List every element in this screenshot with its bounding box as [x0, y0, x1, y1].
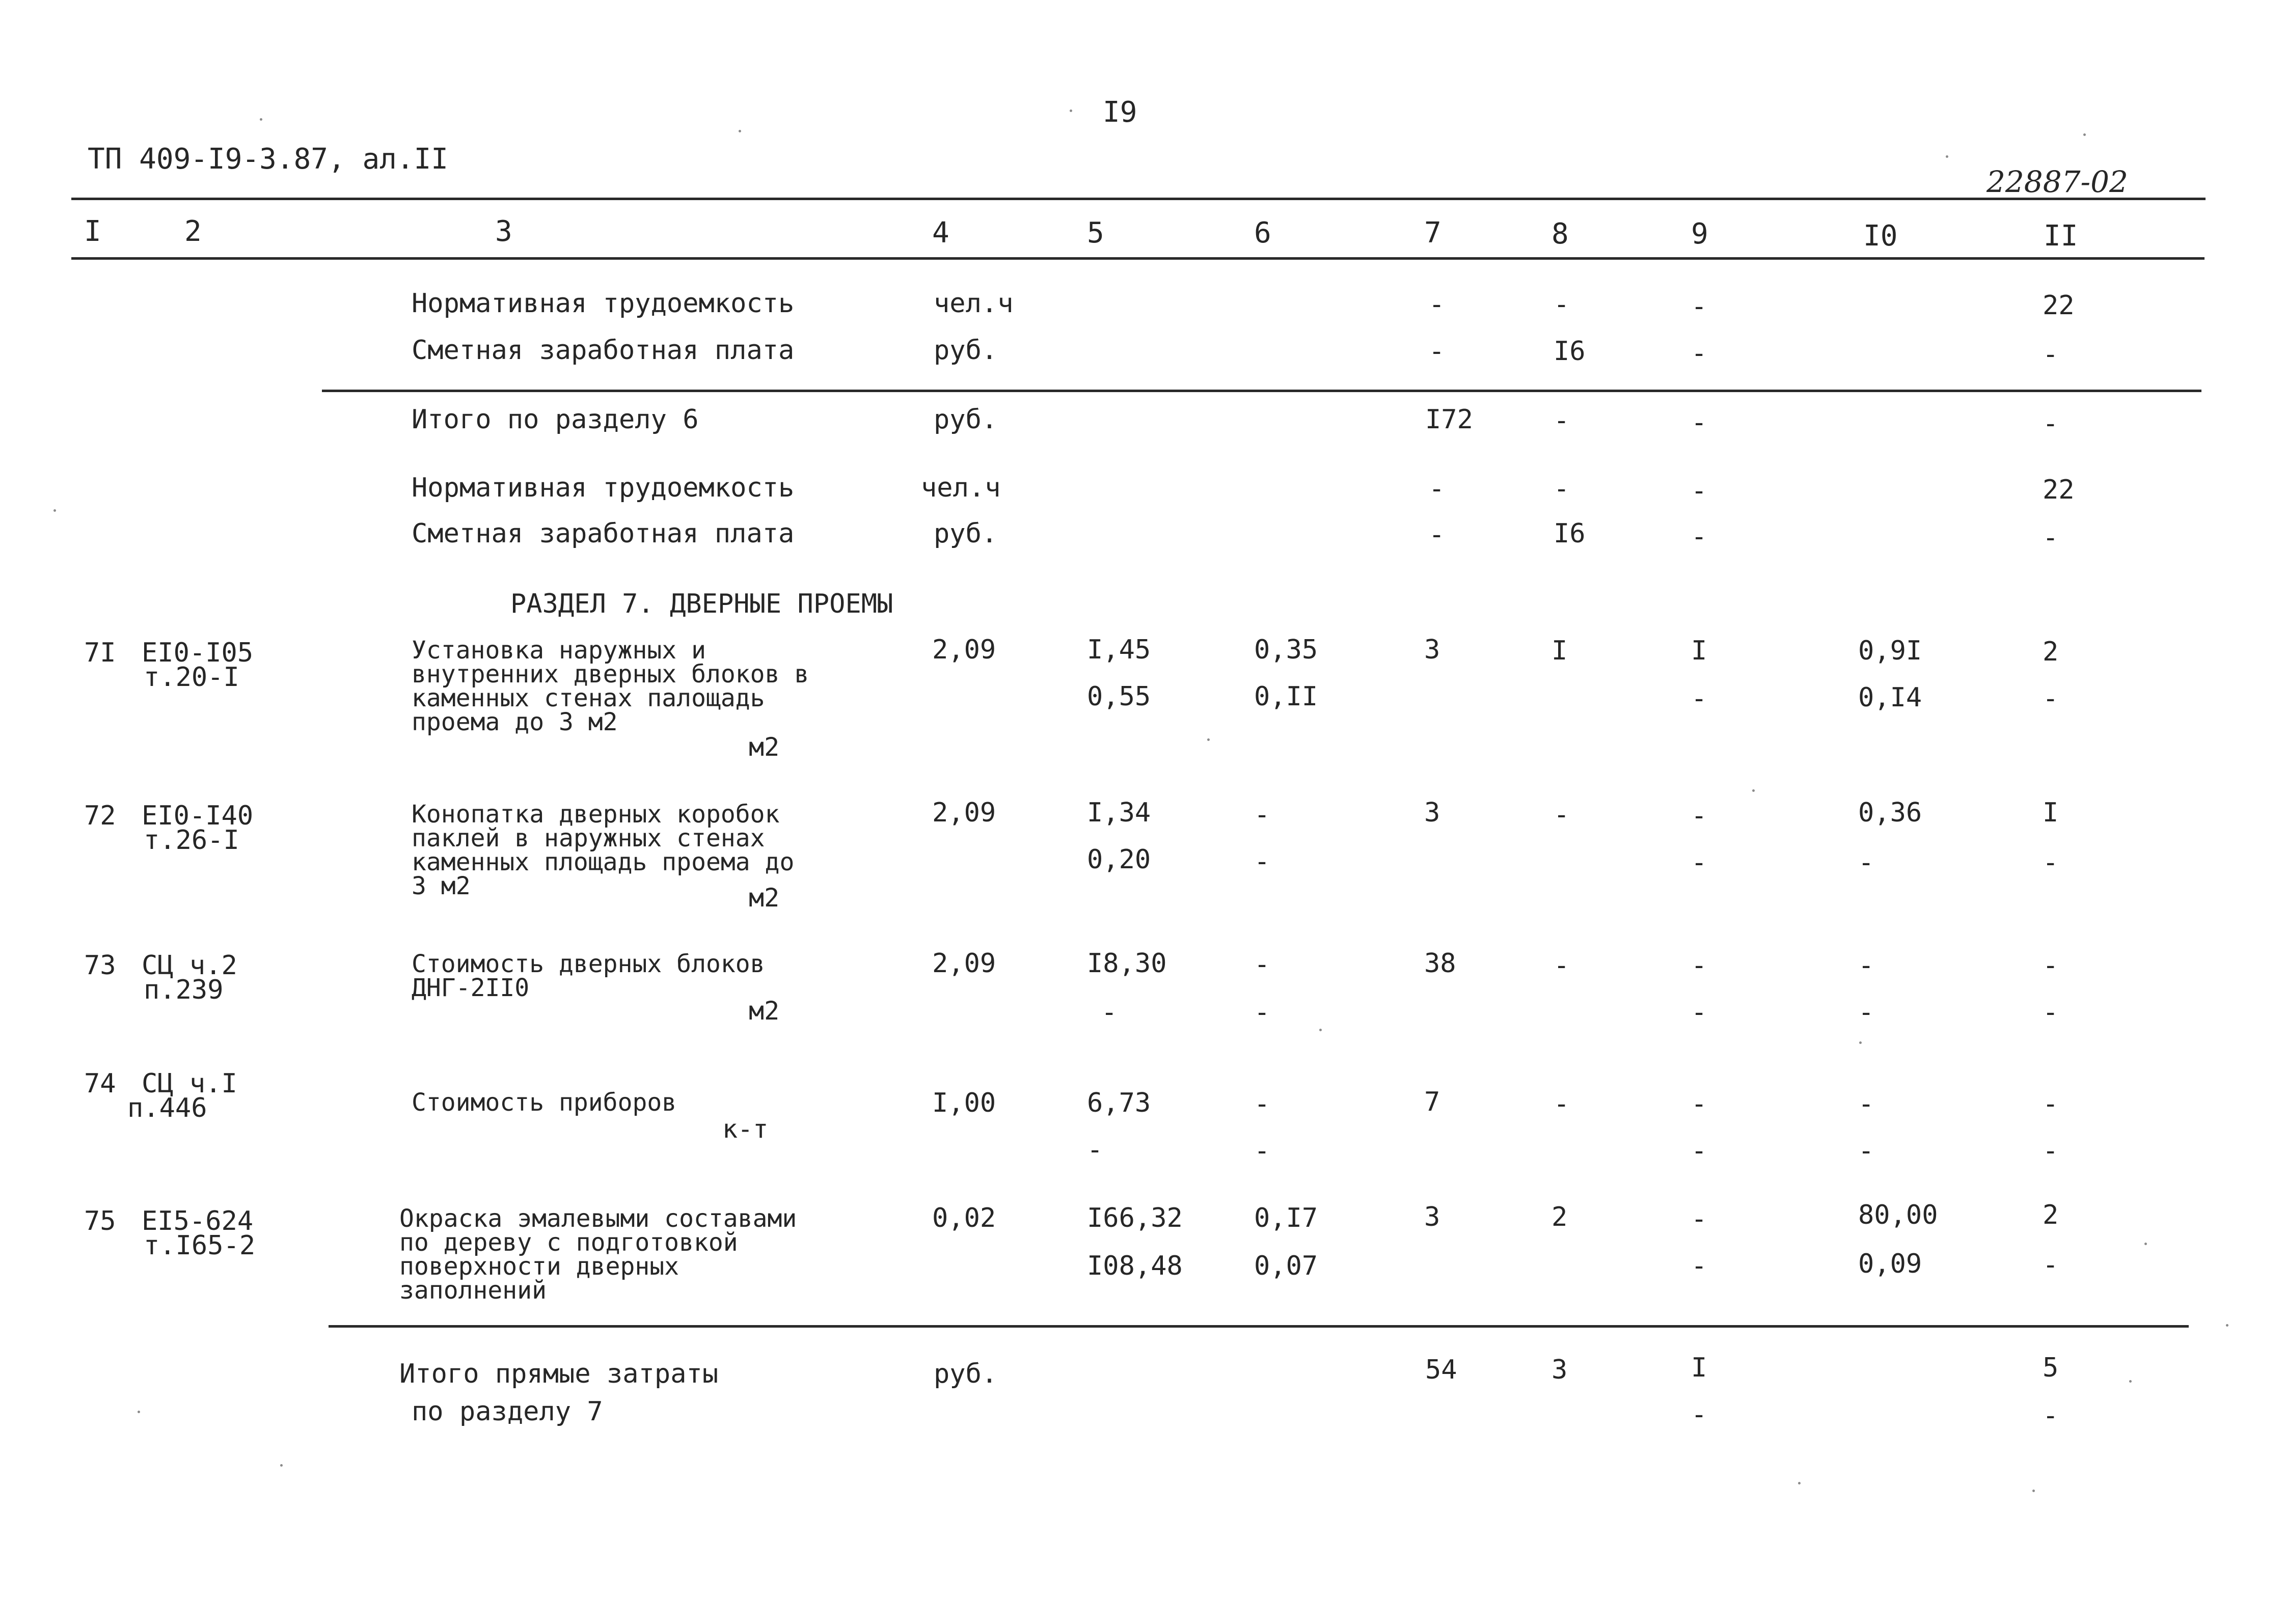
cell-col7: - [1429, 336, 1445, 367]
cell-col11-bottom: - [2043, 683, 2059, 714]
cell-col4: 2,09 [932, 797, 996, 828]
cell-col8: - [1554, 405, 1570, 436]
cell-col9-bottom: - [1691, 997, 1707, 1028]
cell-col10-bottom: - [1858, 1136, 1874, 1166]
cell-col10-top: - [1858, 1089, 1874, 1119]
column-header-5: 5 [1087, 216, 1104, 250]
cell-col6-bottom: - [1254, 997, 1270, 1028]
work-unit: м2 [749, 732, 780, 762]
cell-col5-bottom: I08,48 [1087, 1251, 1183, 1281]
cell-col5-bottom: 0,20 [1087, 844, 1151, 875]
column-header-11: II [2044, 219, 2078, 253]
cell-col6-bottom: 0,II [1254, 681, 1318, 712]
row-number: 72 [84, 801, 116, 831]
cell-col9: - [1691, 338, 1707, 369]
row-label: Сметная заработная плата [412, 335, 795, 366]
cell-col11-bottom: - [2043, 1250, 2059, 1280]
norm-table: т.20-I [144, 662, 239, 693]
column-header-10: I0 [1863, 219, 1898, 253]
header-top-rule [71, 198, 2206, 200]
cell-col9-bottom: - [1691, 683, 1707, 714]
work-description: Стоимость дверных блоков ДНГ-2II0 [412, 950, 765, 1002]
cell-col4: I,00 [932, 1088, 996, 1118]
cell-col7: 3 [1424, 635, 1440, 665]
cell-col11: - [2043, 408, 2059, 439]
row-number: 74 [84, 1068, 116, 1099]
cell-col11-top: 2 [2043, 637, 2059, 667]
norm-code: EI0-I40 [142, 801, 254, 831]
row-label: Нормативная трудоемкость [412, 473, 795, 503]
norm-code: СЦ ч.2 [142, 950, 237, 981]
cell-col9-bottom: - [1691, 1251, 1707, 1281]
cell-col4: 2,09 [932, 635, 996, 665]
cell-col6-bottom: - [1254, 846, 1270, 877]
norm-table: п.446 [127, 1093, 207, 1123]
cell-col11-bottom: - [2043, 847, 2059, 878]
total7-top-rule [329, 1325, 2189, 1328]
cell-col9-top: - [1691, 801, 1707, 831]
row-label: Нормативная трудоемкость [412, 288, 795, 319]
norm-table: т.I65-2 [144, 1230, 256, 1261]
cell-col9-top: I [1691, 1353, 1707, 1383]
cell-col11-top: 5 [2043, 1353, 2059, 1383]
work-description: Стоимость приборов [412, 1088, 677, 1117]
column-header-3: 3 [495, 215, 512, 248]
cell-col9-bottom: - [1691, 1136, 1707, 1166]
norm-code: СЦ ч.I [142, 1068, 237, 1099]
inventory-number: 22887-02 [1986, 164, 2128, 199]
cell-col9: - [1691, 476, 1707, 506]
row-unit: чел.ч [921, 473, 1001, 503]
column-header-4: 4 [932, 216, 949, 250]
cell-col6-top: 0,35 [1254, 635, 1318, 665]
row-unit: руб. [934, 404, 998, 435]
work-unit: к-т [722, 1114, 769, 1144]
cell-col9-bottom: - [1691, 1399, 1707, 1430]
total6-top-rule [322, 390, 2201, 392]
cell-col5-top: I8,30 [1087, 948, 1167, 979]
cell-col10-top: 80,00 [1858, 1200, 1938, 1230]
row-label-continued: по разделу 7 [412, 1396, 603, 1427]
cell-col11-top: - [2043, 1089, 2059, 1119]
cell-col10-bottom: - [1858, 847, 1874, 878]
cell-col9-top: - [1691, 1089, 1707, 1119]
cell-col9-bottom: - [1691, 847, 1707, 878]
cell-col8: I6 [1554, 518, 1586, 549]
cell-col10-bottom: - [1858, 997, 1874, 1028]
column-header-6: 6 [1254, 216, 1271, 250]
cell-col7: 3 [1424, 1202, 1440, 1232]
cell-col7: I72 [1425, 404, 1473, 435]
cell-col7: - [1429, 519, 1445, 550]
cell-col11-bottom: - [2043, 1136, 2059, 1166]
norm-code: EI0-I05 [142, 638, 254, 668]
column-header-7: 7 [1424, 216, 1441, 250]
cell-col8: - [1554, 289, 1570, 320]
cell-col5-bottom: 0,55 [1087, 681, 1151, 712]
cell-col10-top: - [1858, 950, 1874, 981]
cell-col8: I6 [1554, 336, 1586, 367]
cell-col9-top: - [1691, 1204, 1707, 1234]
column-header-1: I [84, 215, 101, 248]
cell-col6-bottom: - [1254, 1136, 1270, 1166]
row-number: 75 [84, 1206, 116, 1236]
cell-col10-top: 0,36 [1858, 797, 1922, 828]
cell-col9: - [1691, 407, 1707, 438]
row-unit: чел.ч [934, 288, 1014, 319]
norm-table: т.26-I [144, 825, 239, 856]
row-unit: руб. [934, 335, 998, 366]
row-unit: руб. [934, 1359, 998, 1389]
cell-col4: 0,02 [932, 1203, 996, 1233]
column-header-9: 9 [1691, 217, 1708, 251]
cell-col8: - [1554, 950, 1570, 981]
cell-col11-top: I [2043, 797, 2059, 828]
cell-col5-top: 6,73 [1087, 1088, 1151, 1118]
cell-col8: I [1552, 636, 1568, 666]
section-title: РАЗДЕЛ 7. ДВЕРНЫЕ ПРОЕМЫ [510, 589, 893, 619]
cell-col7: - [1429, 289, 1445, 320]
cell-col5-top: I66,32 [1087, 1203, 1183, 1233]
cell-col11-bottom: - [2043, 997, 2059, 1028]
cell-col5-top: I,45 [1087, 635, 1151, 665]
cell-col9: - [1691, 291, 1707, 322]
cell-col6-top: 0,I7 [1254, 1203, 1318, 1233]
header-bottom-rule [71, 257, 2205, 260]
cell-col5-bottom: - [1101, 997, 1118, 1028]
cell-col7: 3 [1424, 797, 1440, 828]
cell-col8: - [1554, 800, 1570, 830]
row-number: 7I [84, 638, 116, 668]
cell-col11: - [2043, 339, 2059, 370]
cell-col11-top: - [2043, 950, 2059, 981]
cell-col10-top: 0,9I [1858, 636, 1922, 666]
cell-col9-top: I [1691, 636, 1707, 666]
cell-col6-top: - [1254, 1089, 1270, 1119]
cell-col5-bottom: - [1087, 1135, 1103, 1165]
cell-col4: 2,09 [932, 948, 996, 979]
cell-col10-bottom: 0,09 [1858, 1249, 1922, 1279]
page-number: I9 [1103, 96, 1137, 129]
column-header-8: 8 [1552, 217, 1569, 251]
cell-col7: 7 [1424, 1087, 1440, 1117]
cell-col7: - [1429, 474, 1445, 504]
cell-col11: 22 [2043, 290, 2075, 321]
row-number: 73 [84, 950, 116, 981]
work-unit: м2 [749, 996, 780, 1026]
cell-col11: 22 [2043, 475, 2075, 505]
cell-col7: 38 [1424, 948, 1456, 979]
cell-col5-top: I,34 [1087, 797, 1151, 828]
row-label: Итого прямые затраты [399, 1359, 719, 1389]
cell-col8: 2 [1552, 1202, 1568, 1232]
cell-col11: - [2043, 522, 2059, 553]
cell-col8: - [1554, 474, 1570, 504]
cell-col8: - [1554, 1089, 1570, 1119]
norm-code: EI5-624 [142, 1206, 254, 1236]
row-unit: руб. [934, 518, 998, 549]
work-description: Установка наружных и внутренних дверных блоков в каменных стенах палощадь проема до 3 м2 [412, 636, 809, 736]
cell-col6-top: - [1254, 800, 1270, 830]
cell-col9: - [1691, 521, 1707, 552]
cell-col7: 54 [1425, 1355, 1457, 1385]
row-label: Сметная заработная плата [412, 518, 795, 549]
cell-col10-bottom: 0,I4 [1858, 682, 1922, 713]
cell-col11-top: 2 [2043, 1200, 2059, 1230]
cell-col6-top: - [1254, 949, 1270, 980]
document-code: ТП 409-I9-3.87, ал.II [88, 143, 449, 176]
norm-table: п.239 [144, 975, 224, 1005]
work-unit: м2 [749, 883, 780, 913]
cell-col9-top: - [1691, 950, 1707, 981]
work-description: Окраска эмалевыми составами по дереву с подготовкой поверхности дверных заполнений [399, 1204, 797, 1305]
column-header-2: 2 [184, 215, 202, 248]
cell-col6-bottom: 0,07 [1254, 1251, 1318, 1281]
cell-col8: 3 [1552, 1355, 1568, 1385]
work-description: Конопатка дверных коробок паклей в наружных стенах каменных площадь проема до 3 м2 [412, 800, 795, 900]
cell-col11-bottom: - [2043, 1400, 2059, 1431]
row-label: Итого по разделу 6 [412, 404, 699, 435]
